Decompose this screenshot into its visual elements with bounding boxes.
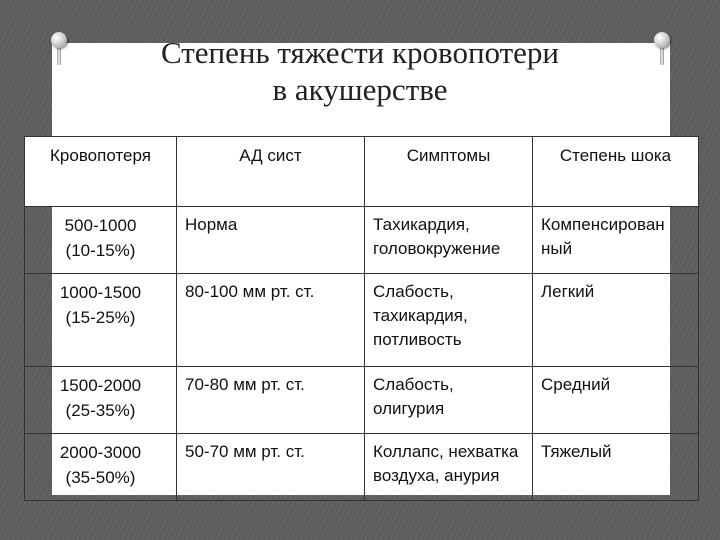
blood-loss-volume: 500-1000	[64, 216, 137, 235]
blood-loss-cell	[25, 274, 177, 367]
systolic-bp-cell: 70-80 мм рт. ст.	[177, 366, 365, 433]
title-line-1: Степень тяжести кровопотери	[160, 35, 560, 70]
symptoms-cell: Слабость, тахикардия, потливость	[365, 274, 533, 367]
symptoms-cell: Слабость, олигурия	[365, 366, 533, 433]
systolic-bp-cell: 80-100 мм рт. ст.	[177, 274, 365, 367]
table-row	[25, 207, 699, 274]
systolic-bp-cell: Норма	[177, 207, 365, 274]
shock-degree-cell: Компенсирован ный	[533, 207, 699, 274]
shock-degree-cell: Легкий	[533, 274, 699, 367]
header-shock-degree: Степень шока	[533, 137, 699, 207]
shock-degree-cell: Тяжелый	[533, 433, 699, 500]
blood-loss-cell	[25, 207, 177, 274]
symptoms-cell: Тахикардия, головокружение	[365, 207, 533, 274]
title-line-2: в акушерстве	[272, 72, 448, 107]
header-row	[25, 137, 699, 207]
systolic-bp-cell: 50-70 мм рт. ст.	[177, 433, 365, 500]
table-row	[25, 433, 699, 500]
blood-loss-percent: (10-15%)	[65, 241, 136, 260]
right-pushpin-icon	[654, 32, 670, 66]
header-blood-loss: Кровопотеря	[25, 137, 177, 207]
left-pushpin-icon	[51, 32, 67, 66]
blood-loss-volume: 2000-3000	[59, 442, 142, 462]
shock-degree-cell: Средний	[533, 366, 699, 433]
blood-loss-percent: (15-25%)	[65, 308, 136, 328]
blood-loss-cell	[25, 433, 177, 500]
blood-loss-volume: 1500-2000	[59, 375, 142, 395]
blood-loss-percent: (35-50%)	[65, 467, 136, 487]
blood-loss-cell	[25, 366, 177, 433]
blood-loss-percent: (25-35%)	[65, 400, 136, 420]
blood-loss-table	[24, 136, 699, 501]
header-systolic-bp: АД сист	[177, 137, 365, 207]
table-row	[25, 366, 699, 433]
blood-loss-volume: 1000-1500	[59, 283, 142, 303]
table-row	[25, 274, 699, 367]
header-symptoms: Симптомы	[365, 137, 533, 207]
symptoms-cell: Коллапс, нехватка воздуха, анурия	[365, 433, 533, 500]
slide-title	[100, 34, 620, 108]
